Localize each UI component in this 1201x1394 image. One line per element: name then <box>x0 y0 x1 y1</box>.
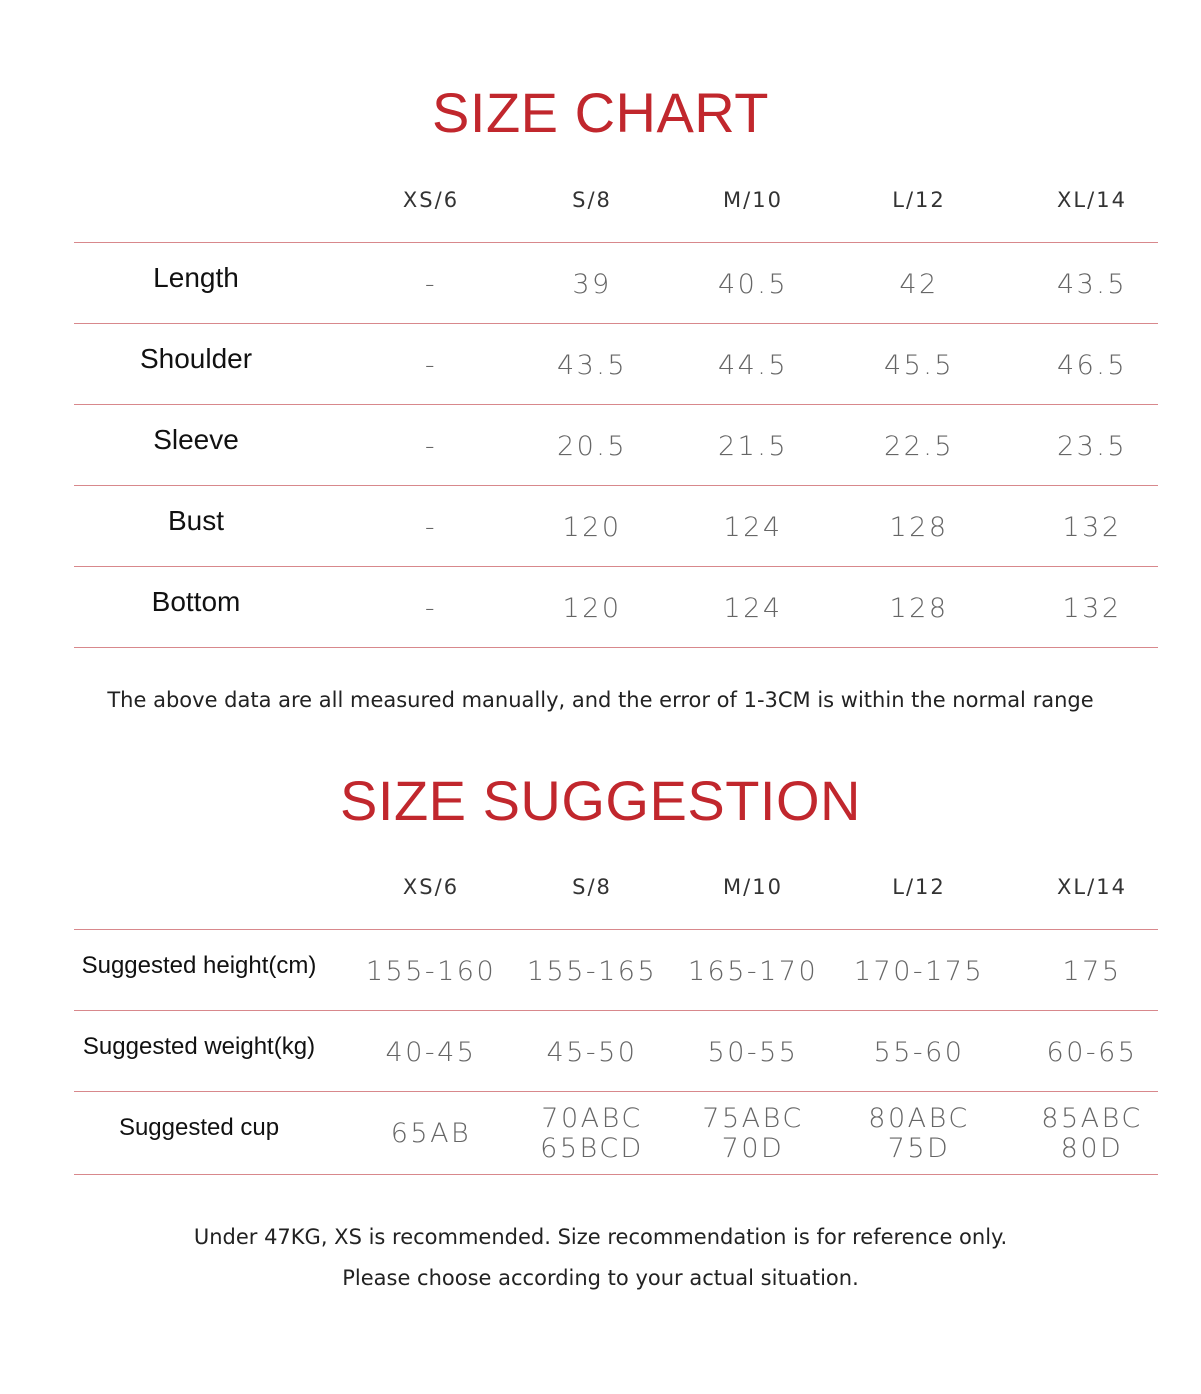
row-label: Suggested cup <box>118 1113 280 1141</box>
size-header: XS/6 <box>402 188 460 212</box>
table-cell: 21.5 <box>717 430 789 462</box>
table-cell: 43.5 <box>1056 268 1128 300</box>
situation-note: Please choose according to your actual situation. <box>342 1266 859 1290</box>
table-cell: 40-45 <box>385 1036 477 1068</box>
table-cell: 155-165 <box>526 955 658 987</box>
size-header: M/10 <box>723 875 783 899</box>
table-cell: 65AB <box>390 1117 472 1149</box>
table-cell: 175 <box>1062 955 1122 987</box>
table-cell: 60-65 <box>1046 1036 1138 1068</box>
row-label: Sleeve <box>153 423 239 455</box>
row-label: Bottom <box>151 585 241 617</box>
table-cell: 40.5 <box>717 268 789 300</box>
size-header: M/10 <box>723 188 783 212</box>
table-cell: 132 <box>1062 592 1122 624</box>
table-cell: 80ABC 75D <box>868 1102 970 1164</box>
size-header: L/12 <box>892 188 946 212</box>
table-cell: 45-50 <box>546 1036 638 1068</box>
size-header: S/8 <box>572 875 612 899</box>
size-header: XL/14 <box>1057 188 1127 212</box>
row-divider <box>74 1091 1158 1092</box>
row-divider <box>74 323 1158 324</box>
table-cell: 124 <box>723 511 783 543</box>
size-header: L/12 <box>892 875 946 899</box>
table-cell: 85ABC 80D <box>1041 1102 1143 1164</box>
table-cell: 165-170 <box>687 955 819 987</box>
table-cell: 170-175 <box>853 955 985 987</box>
table-cell: 42 <box>899 268 939 300</box>
row-divider <box>74 404 1158 405</box>
table-cell: 46.5 <box>1056 349 1128 381</box>
row-divider <box>74 1174 1158 1175</box>
table-cell: 75ABC 70D <box>702 1102 804 1164</box>
measurement-note: The above data are all measured manually, and the error of 1-3CM is within the normal range <box>107 688 1094 712</box>
table-cell: 128 <box>889 511 949 543</box>
size-header: XS/6 <box>402 875 460 899</box>
table-cell: - <box>424 430 438 462</box>
table-cell: 70ABC 65BCD <box>540 1102 644 1164</box>
size-suggestion-title: SIZE SUGGESTION <box>340 769 861 832</box>
table-cell: 128 <box>889 592 949 624</box>
size-chart-title: SIZE CHART <box>432 81 769 144</box>
row-label: Length <box>153 261 239 293</box>
row-divider <box>74 485 1158 486</box>
row-divider <box>74 929 1158 930</box>
size-header: XL/14 <box>1057 875 1127 899</box>
table-cell: 44.5 <box>717 349 789 381</box>
table-cell: 132 <box>1062 511 1122 543</box>
row-divider <box>74 647 1158 648</box>
table-cell: 39 <box>572 268 612 300</box>
row-label: Suggested height(cm) <box>81 951 317 979</box>
table-cell: 124 <box>723 592 783 624</box>
row-divider <box>74 242 1158 243</box>
size-header: S/8 <box>572 188 612 212</box>
table-cell: 22.5 <box>883 430 955 462</box>
table-cell: - <box>424 592 438 624</box>
recommendation-note: Under 47KG, XS is recommended. Size recommendation is for reference only. <box>193 1225 1008 1249</box>
table-cell: 20.5 <box>556 430 628 462</box>
row-divider <box>74 1010 1158 1011</box>
row-label: Suggested weight(kg) <box>82 1032 316 1060</box>
table-cell: 120 <box>562 592 622 624</box>
row-label: Shoulder <box>139 342 253 374</box>
table-cell: 23.5 <box>1056 430 1128 462</box>
table-cell: 155-160 <box>365 955 497 987</box>
table-cell: 45.5 <box>883 349 955 381</box>
table-cell: - <box>424 268 438 300</box>
row-label: Bust <box>167 504 225 536</box>
table-cell: 50-55 <box>707 1036 799 1068</box>
table-cell: - <box>424 511 438 543</box>
row-divider <box>74 566 1158 567</box>
table-cell: 43.5 <box>556 349 628 381</box>
table-cell: 120 <box>562 511 622 543</box>
table-cell: - <box>424 349 438 381</box>
table-cell: 55-60 <box>873 1036 965 1068</box>
